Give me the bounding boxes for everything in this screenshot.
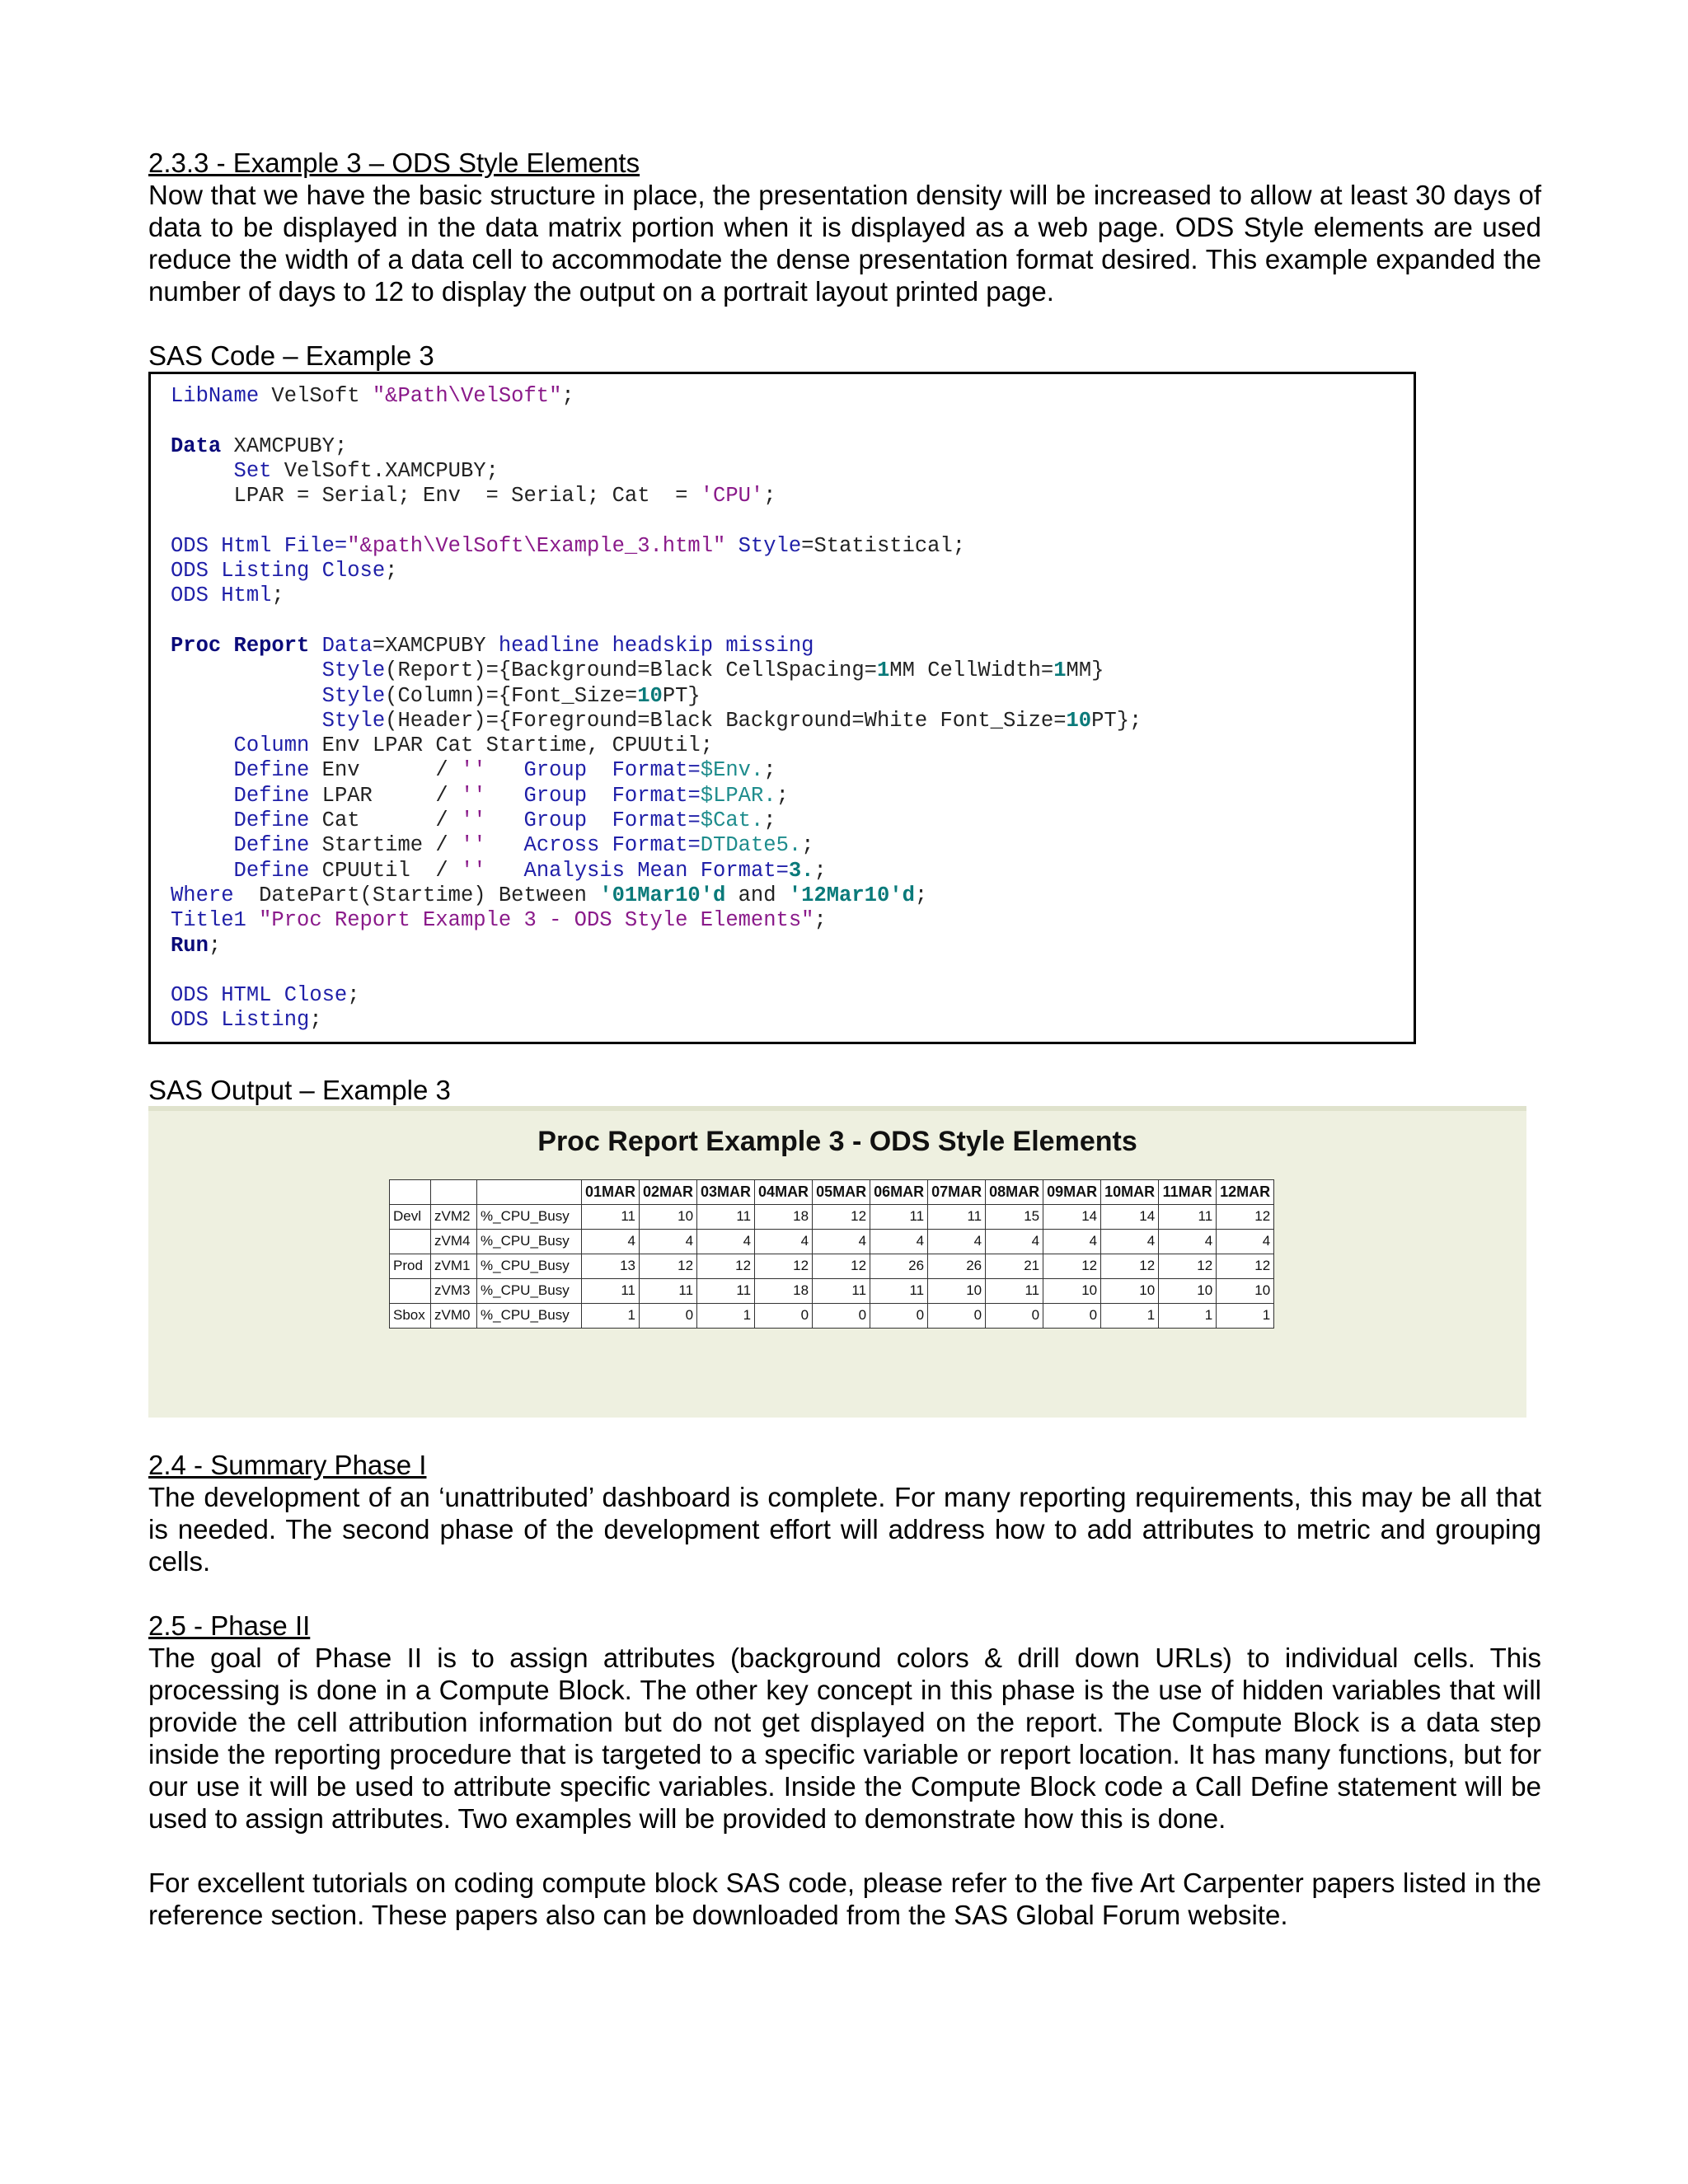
header-blank-cell [390, 1179, 431, 1204]
section-paragraph-2-3-3: Now that we have the basic structure in place, the presentation density will be increased to allow at least 30 days of data to be displayed in the data matrix portion when it is displayed as a web page. ODS Style elements are used reduce the width of a data cell to accommodate the dense presentation format desired. This example expanded the number of days to 12 to display the output on a portrait layout printed page. [148, 180, 1541, 307]
code-line-blank [171, 409, 1394, 434]
code-line: Define Cat / '' Group Format=$Cat.; [233, 808, 776, 833]
value-cell: 10 [640, 1204, 697, 1229]
code-line: Define Startime / '' Across Format=DTDate5.; [233, 833, 814, 858]
value-cell: 0 [1043, 1303, 1101, 1328]
value-cell: 4 [1159, 1229, 1217, 1254]
value-cell: 1 [1101, 1303, 1159, 1328]
lpar-cell: zVM4 [431, 1229, 477, 1254]
sas-code-block [148, 372, 1416, 1044]
cat-cell: %_CPU_Busy [477, 1229, 582, 1254]
code-line: Data XAMCPUBY; [171, 434, 348, 458]
value-cell: 14 [1043, 1204, 1101, 1229]
column-header: 03MAR [697, 1179, 755, 1204]
value-cell: 18 [755, 1204, 813, 1229]
value-cell: 11 [986, 1278, 1043, 1303]
value-cell: 11 [582, 1278, 640, 1303]
code-line: Define Env / '' Group Format=$Env.; [233, 758, 776, 783]
value-cell: 13 [582, 1254, 640, 1278]
table-row [390, 1204, 1274, 1229]
value-cell: 1 [1159, 1303, 1217, 1328]
document-page [148, 147, 1541, 1931]
cat-cell: %_CPU_Busy [477, 1303, 582, 1328]
value-cell: 11 [697, 1204, 755, 1229]
code-line: Style(Column)={Font_Size=10PT} [321, 683, 701, 708]
section-heading-2-4: 2.4 - Summary Phase I [148, 1449, 427, 1480]
code-line-blank [171, 958, 1394, 983]
column-header: 08MAR [986, 1179, 1043, 1204]
value-cell: 18 [755, 1278, 813, 1303]
value-cell: 11 [813, 1278, 870, 1303]
column-header: 09MAR [1043, 1179, 1101, 1204]
lpar-cell: zVM1 [431, 1254, 477, 1278]
value-cell: 11 [697, 1278, 755, 1303]
lpar-cell: zVM0 [431, 1303, 477, 1328]
code-caption: SAS Code – Example 3 [148, 340, 434, 371]
column-header: 11MAR [1159, 1179, 1217, 1204]
code-line-blank [171, 509, 1394, 533]
column-header: 04MAR [755, 1179, 813, 1204]
code-line: Proc Report Data=XAMCPUBY headline headskip missing [171, 633, 814, 658]
value-cell: 12 [1217, 1254, 1274, 1278]
code-line: Define LPAR / '' Group Format=$LPAR.; [233, 783, 789, 808]
value-cell: 11 [928, 1204, 986, 1229]
report-table [389, 1179, 1274, 1329]
value-cell: 4 [582, 1229, 640, 1254]
code-line: Style(Report)={Background=Black CellSpacing=1MM CellWidth=1MM} [321, 658, 1104, 683]
value-cell: 11 [1159, 1204, 1217, 1229]
column-header: 10MAR [1101, 1179, 1159, 1204]
lpar-cell: zVM3 [431, 1278, 477, 1303]
value-cell: 0 [986, 1303, 1043, 1328]
value-cell: 10 [1101, 1278, 1159, 1303]
value-cell: 15 [986, 1204, 1043, 1229]
code-line: ODS Html; [171, 583, 284, 608]
value-cell: 1 [582, 1303, 640, 1328]
section-paragraph-2-5-a: The goal of Phase II is to assign attributes (background colors & drill down URLs) to individual cells. This processing is done in a Compute Block. The other key concept in this phase is the use of hidden variables that will provide the cell attribution information but do not get displayed on the report. The Compute Block is a data step inside the reporting procedure that is targeted to a specific variable or report location. It has many functions, but for our use it will be used to attribute specific variables. Inside the Compute Block code a Call Define statement will be used to assign attributes. Two examples will be provided to demonstrate how this is done. [148, 1642, 1541, 1834]
value-cell: 10 [928, 1278, 986, 1303]
code-line: Run; [171, 933, 222, 958]
value-cell: 12 [1217, 1204, 1274, 1229]
table-row [390, 1229, 1274, 1254]
value-cell: 4 [1217, 1229, 1274, 1254]
value-cell: 4 [870, 1229, 928, 1254]
value-cell: 4 [1101, 1229, 1159, 1254]
code-line: ODS Listing Close; [171, 559, 398, 583]
cat-cell: %_CPU_Busy [477, 1278, 582, 1303]
code-line: Set VelSoft.XAMCPUBY; [233, 458, 499, 483]
value-cell: 11 [582, 1204, 640, 1229]
value-cell: 10 [1217, 1278, 1274, 1303]
code-line: ODS Listing; [171, 1008, 322, 1033]
lpar-cell: zVM2 [431, 1204, 477, 1229]
header-blank-cell [431, 1179, 477, 1204]
column-header: 07MAR [928, 1179, 986, 1204]
value-cell: 4 [755, 1229, 813, 1254]
value-cell: 10 [1043, 1278, 1101, 1303]
cat-cell: %_CPU_Busy [477, 1254, 582, 1278]
code-line: Style(Header)={Foreground=Black Background=White Font_Size=10PT}; [321, 708, 1142, 733]
value-cell: 26 [870, 1254, 928, 1278]
value-cell: 11 [870, 1204, 928, 1229]
value-cell: 4 [986, 1229, 1043, 1254]
value-cell: 11 [640, 1278, 697, 1303]
value-cell: 4 [640, 1229, 697, 1254]
env-cell: Prod [390, 1254, 431, 1278]
code-line: Define CPUUtil / '' Analysis Mean Format=3.; [233, 858, 827, 883]
value-cell: 10 [1159, 1278, 1217, 1303]
value-cell: 12 [755, 1254, 813, 1278]
column-header: 01MAR [582, 1179, 640, 1204]
value-cell: 11 [870, 1278, 928, 1303]
value-cell: 4 [928, 1229, 986, 1254]
value-cell: 12 [813, 1254, 870, 1278]
code-line: Title1 "Proc Report Example 3 - ODS Style Elements"; [171, 908, 827, 933]
env-cell [390, 1229, 431, 1254]
value-cell: 0 [813, 1303, 870, 1328]
value-cell: 12 [813, 1204, 870, 1229]
column-header: 05MAR [813, 1179, 870, 1204]
value-cell: 4 [813, 1229, 870, 1254]
value-cell: 21 [986, 1254, 1043, 1278]
section-heading-2-3-3: 2.3.3 - Example 3 – ODS Style Elements [148, 148, 640, 178]
code-line: ODS HTML Close; [171, 983, 360, 1008]
value-cell: 0 [640, 1303, 697, 1328]
column-header: 02MAR [640, 1179, 697, 1204]
code-line: LibName VelSoft "&Path\VelSoft"; [171, 384, 574, 408]
value-cell: 1 [697, 1303, 755, 1328]
code-line-blank [171, 609, 1394, 634]
value-cell: 4 [1043, 1229, 1101, 1254]
table-row [390, 1254, 1274, 1278]
value-cell: 12 [697, 1254, 755, 1278]
header-blank-cell [477, 1179, 582, 1204]
table-row [390, 1278, 1274, 1303]
value-cell: 1 [1217, 1303, 1274, 1328]
output-title: Proc Report Example 3 - ODS Style Elements [537, 1125, 1137, 1157]
value-cell: 26 [928, 1254, 986, 1278]
value-cell: 4 [697, 1229, 755, 1254]
value-cell: 0 [870, 1303, 928, 1328]
column-header: 06MAR [870, 1179, 928, 1204]
code-line: Column Env LPAR Cat Startime, CPUUtil; [233, 733, 714, 758]
section-paragraph-2-4: The development of an ‘unattributed’ dashboard is complete. For many reporting requirements, this may be all that is needed. The second phase of the development effort will address how to add attributes to metric and grouping cells. [148, 1481, 1541, 1577]
section-heading-2-5: 2.5 - Phase II [148, 1610, 311, 1641]
code-line: ODS Html File="&path\VelSoft\Example_3.html" Style=Statistical; [171, 533, 966, 558]
table-row [390, 1303, 1274, 1328]
value-cell: 12 [1159, 1254, 1217, 1278]
value-cell: 14 [1101, 1204, 1159, 1229]
table-header-row [390, 1179, 1274, 1204]
code-line: LPAR = Serial; Env = Serial; Cat = 'CPU'; [171, 484, 776, 509]
env-cell [390, 1278, 431, 1303]
value-cell: 12 [640, 1254, 697, 1278]
env-cell: Devl [390, 1204, 431, 1229]
output-caption: SAS Output – Example 3 [148, 1074, 451, 1105]
code-line: Where DatePart(Startime) Between '01Mar10'd and '12Mar10'd; [171, 883, 928, 907]
value-cell: 12 [1043, 1254, 1101, 1278]
env-cell: Sbox [390, 1303, 431, 1328]
value-cell: 0 [755, 1303, 813, 1328]
section-paragraph-2-5-b: For excellent tutorials on coding compute block SAS code, please refer to the five Art Carpenter papers listed in the reference section. These papers also can be downloaded from the SAS Global Forum website. [148, 1867, 1541, 1930]
value-cell: 0 [928, 1303, 986, 1328]
cat-cell: %_CPU_Busy [477, 1204, 582, 1229]
column-header: 12MAR [1217, 1179, 1274, 1204]
value-cell: 12 [1101, 1254, 1159, 1278]
sas-output-panel [148, 1106, 1526, 1418]
